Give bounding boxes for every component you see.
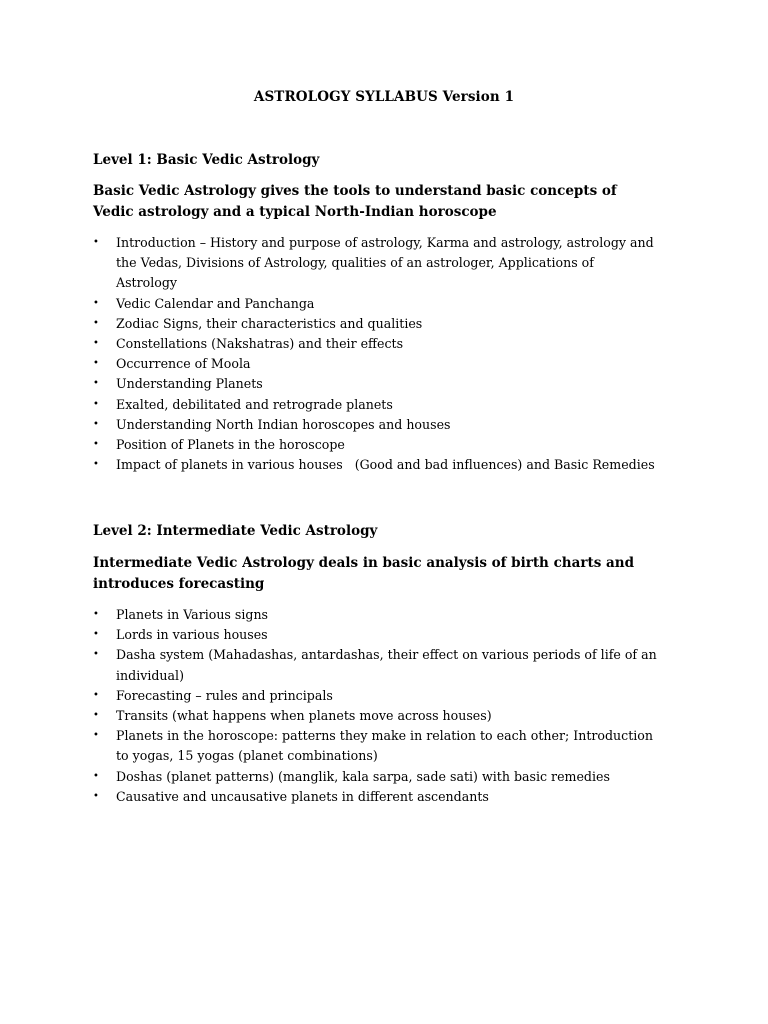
list-item-text: Lords in various houses	[116, 627, 268, 643]
list-item	[93, 605, 683, 625]
bullet-icon: •	[93, 358, 99, 370]
list-item	[93, 334, 683, 354]
bullet-icon: •	[93, 439, 99, 451]
list-item-text: Dasha system (Mahadashas, antardashas, their effect on various periods of life of an individual)	[116, 647, 657, 683]
list-item	[93, 726, 683, 766]
list-item	[93, 625, 683, 645]
list-item-text: Impact of planets in various houses (Good and bad influences) and Basic Remedies	[116, 457, 655, 473]
list-item-text: Exalted, debilitated and retrograde planets	[116, 396, 393, 412]
list-item-text: Understanding North Indian horoscopes and houses	[116, 416, 451, 432]
list-item	[93, 686, 683, 706]
list-item-text: Introduction – History and purpose of astrology, Karma and astrology, astrology and the Vedas, Divisions of Astrology, qualities of an astrologer, Applications of Astrology	[116, 235, 654, 291]
list-item-text: Zodiac Signs, their characteristics and qualities	[116, 315, 423, 331]
list-item	[93, 706, 683, 726]
list-item	[93, 435, 683, 455]
list-item-text: Position of Planets in the horoscope	[116, 437, 345, 453]
bullet-icon: •	[93, 629, 99, 641]
bullet-icon: •	[93, 649, 99, 661]
list-item	[93, 455, 683, 475]
list-item-text: Occurrence of Moola	[116, 356, 251, 372]
list-item-text: Transits (what happens when planets move across houses)	[116, 708, 492, 724]
list-item-text: Causative and uncausative planets in different ascendants	[116, 788, 489, 804]
level-1-heading: Level 1: Basic Vedic Astrology	[93, 152, 320, 168]
bullet-icon: •	[93, 790, 99, 802]
list-item-text: Forecasting – rules and principals	[116, 687, 333, 703]
bullet-icon: •	[93, 770, 99, 782]
bullet-icon: •	[93, 609, 99, 620]
bullet-icon: •	[93, 398, 99, 410]
list-item	[93, 233, 683, 294]
level-2-intro: Intermediate Vedic Astrology deals in basic analysis of birth charts and introduces forecasting	[93, 555, 635, 592]
list-item-text: Planets in the horoscope: patterns they make in relation to each other; Introduction to yogas, 15 yogas (planet combinations)	[116, 728, 653, 764]
bullet-icon: •	[93, 689, 99, 701]
bullet-icon: •	[93, 459, 99, 471]
bullet-icon: •	[93, 237, 99, 248]
bullet-icon: •	[93, 297, 99, 309]
bullet-icon: •	[93, 317, 99, 329]
bullet-icon: •	[93, 418, 99, 430]
list-item	[93, 645, 683, 685]
list-item	[93, 415, 683, 435]
list-item	[93, 354, 683, 374]
level-1-topic-list	[93, 233, 683, 475]
list-item	[93, 787, 683, 807]
level-1-intro: Basic Vedic Astrology gives the tools to understand basic concepts of Vedic astrology and a typical North-Indian horoscope	[93, 183, 617, 220]
list-item-text: Constellations (Nakshatras) and their effects	[116, 336, 404, 352]
list-item-text: Doshas (planet patterns) (manglik, kala sarpa, sade sati) with basic remedies	[116, 768, 610, 784]
list-item	[93, 374, 683, 394]
bullet-icon: •	[93, 378, 99, 390]
list-item	[93, 767, 683, 787]
bullet-icon: •	[93, 710, 99, 722]
bullet-icon: •	[93, 730, 99, 742]
list-item	[93, 294, 683, 314]
level-2-topic-list	[93, 605, 683, 807]
list-item-text: Vedic Calendar and Panchanga	[116, 295, 315, 311]
level-2-heading: Level 2: Intermediate Vedic Astrology	[93, 523, 378, 539]
list-item	[93, 395, 683, 415]
bullet-icon: •	[93, 338, 99, 350]
list-item	[93, 314, 683, 334]
document-title: ASTROLOGY SYLLABUS Version 1	[253, 89, 515, 105]
list-item-text: Planets in Various signs	[116, 607, 269, 622]
list-item-text: Understanding Planets	[116, 376, 263, 392]
